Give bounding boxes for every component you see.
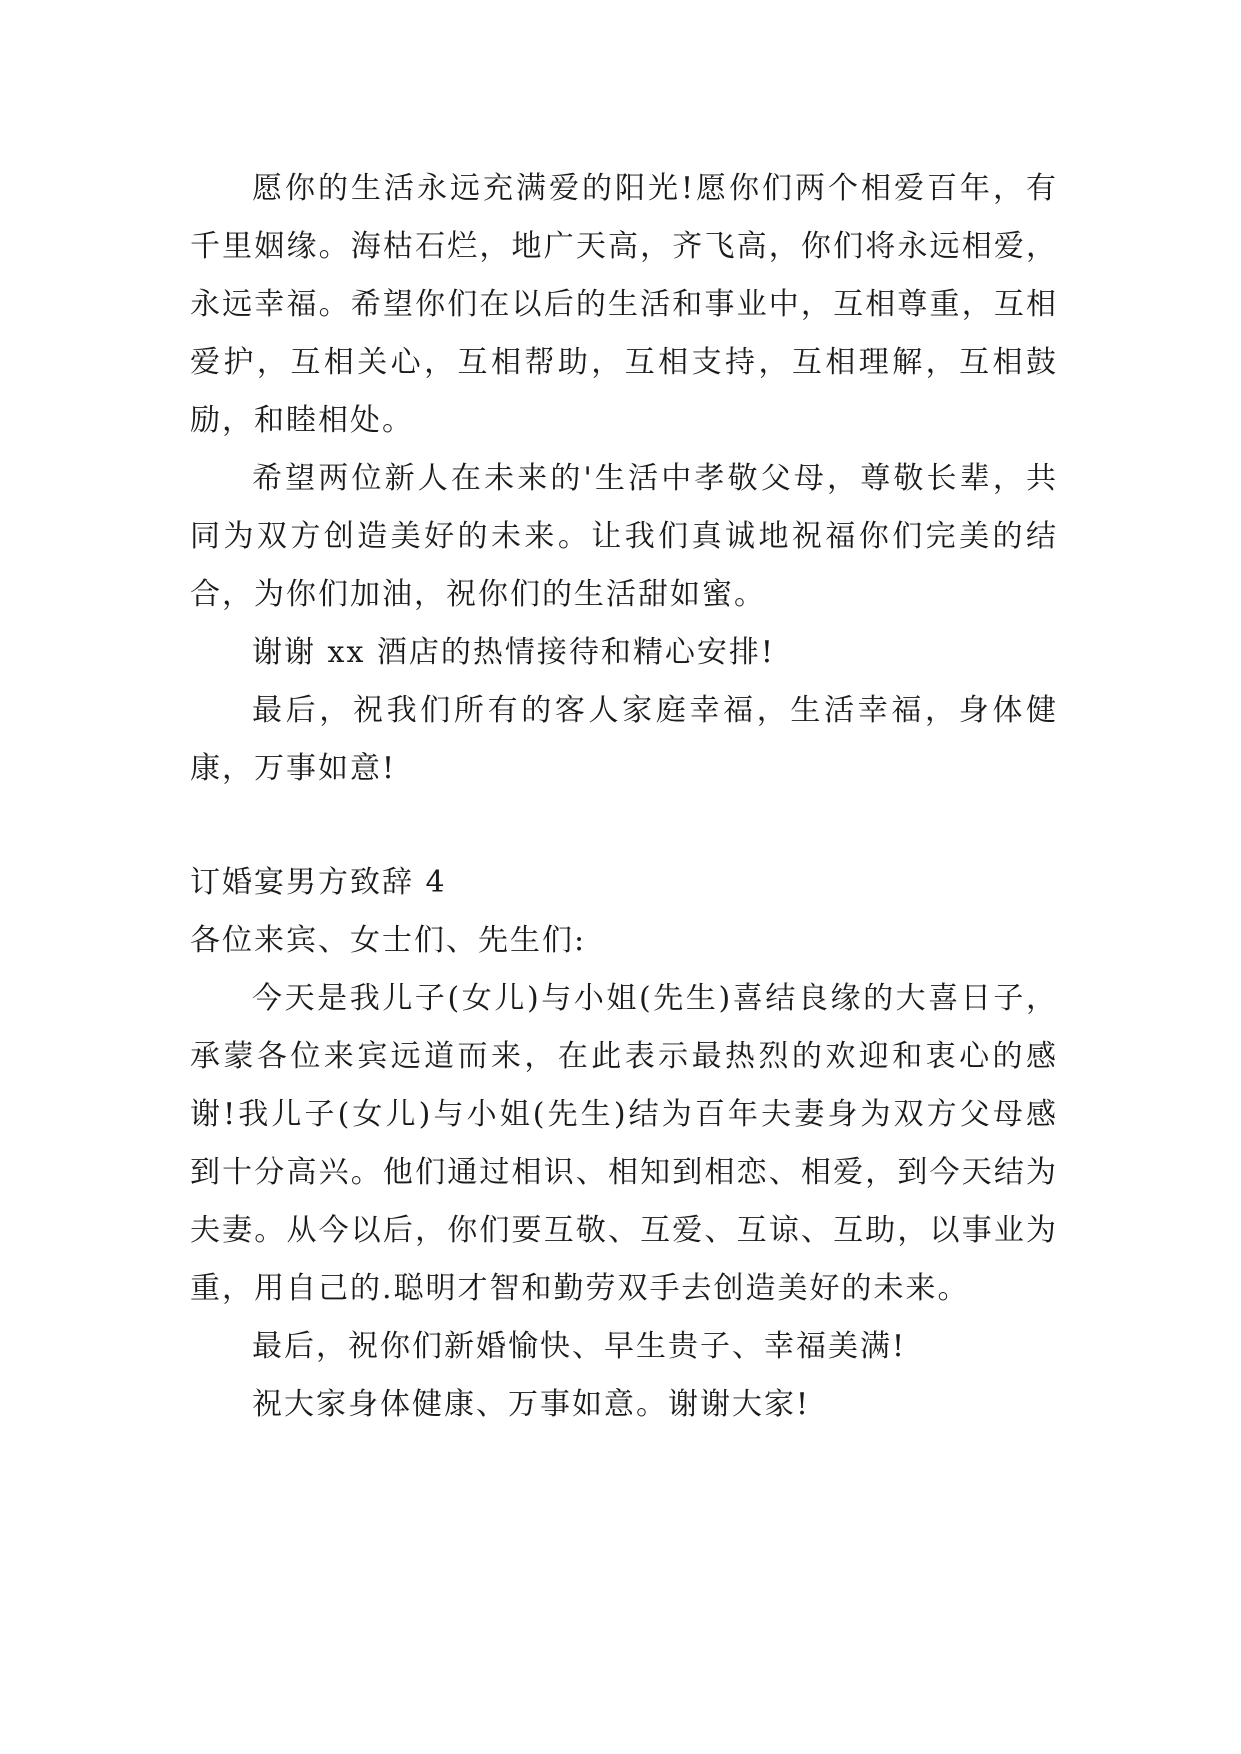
salutation: 各位来宾、女士们、先生们: xyxy=(190,923,587,958)
paragraph-thanks-hotel: 谢谢 xx 酒店的热情接待和精心安排! xyxy=(252,635,775,670)
paragraph-hope: 希望两位新人在未来的'生活中孝敬父母，尊敬长辈，共同为双方创造美好的未来。让我们真诚地祝福你们完美的结合，为你们加油，祝你们的生活甜如蜜。 xyxy=(190,461,1058,612)
paragraph-final-wish: 最后，祝你们新婚愉快、早生贵子、幸福美满! xyxy=(252,1329,907,1364)
document-page xyxy=(190,160,1058,1434)
paragraph-blessing: 愿你的生活永远充满爱的阳光!愿你们两个相爱百年，有千里姻缘。海枯石烂，地广天高，齐飞高，你们将永远相爱，永远幸福。希望你们在以后的生活和事业中，互相尊重，互相爱护，互相关心，互相帮助，互相支持，互相理解，互相鼓励，和睦相处。 xyxy=(190,171,1058,438)
paragraph-thanks-all: 祝大家身体健康、万事如意。谢谢大家! xyxy=(252,1387,811,1422)
section-divider xyxy=(190,798,1058,854)
paragraph-closing-wish: 最后，祝我们所有的客人家庭幸福，生活幸福，身体健康，万事如意! xyxy=(190,693,1058,786)
paragraph-speech-body: 今天是我儿子(女儿)与小姐(先生)喜结良缘的大喜日子，承蒙各位来宾远道而来，在此表示最热烈的欢迎和衷心的感谢!我儿子(女儿)与小姐(先生)结为百年夫妻身为双方父母感到十分高兴。他们通过相识、相知到相恋、相爱，到今天结为夫妻。从今以后，你们要互敬、互爱、互谅、互助，以事业为重，用自己的.聪明才智和勤劳双手去创造美好的未来。 xyxy=(190,981,1058,1306)
section-heading: 订婚宴男方致辞 4 xyxy=(190,865,447,900)
